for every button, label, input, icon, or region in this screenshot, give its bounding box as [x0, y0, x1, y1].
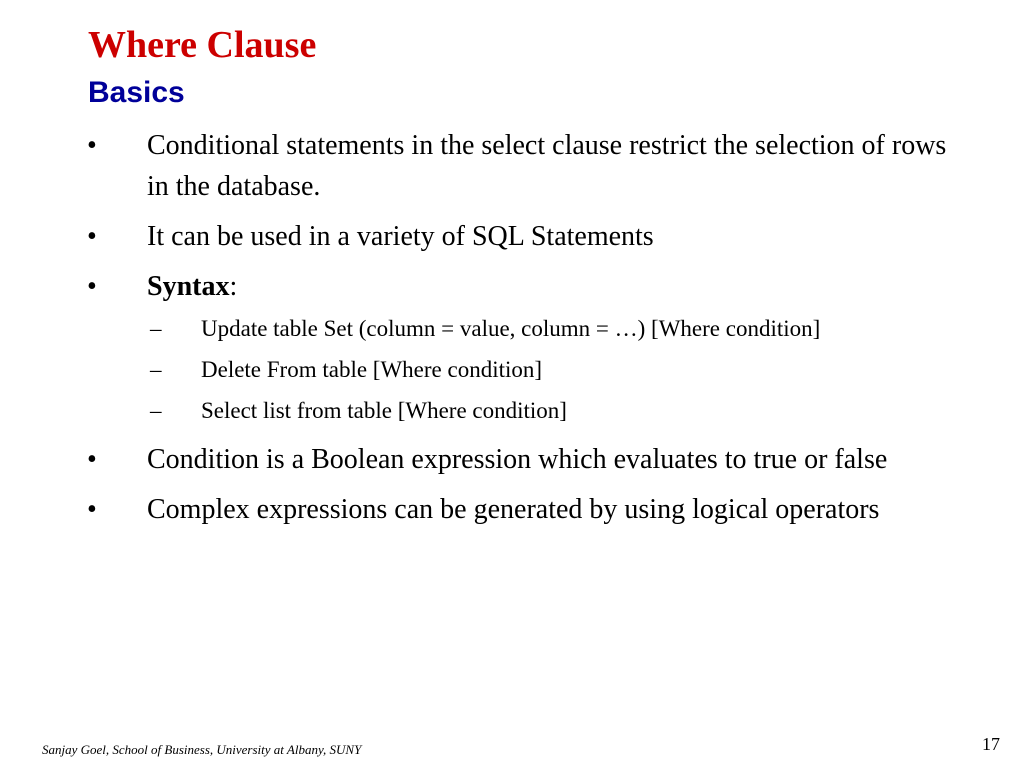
syntax-item-text: Select list from table [Where condition] [201, 398, 567, 423]
footer-credit: Sanjay Goel, School of Business, University at Albany, SUNY [42, 742, 362, 757]
bullet-text: Condition is a Boolean expression which evaluates to true or false [147, 444, 888, 475]
bullet-text: Conditional statements in the select clause restrict the selection of rows in the database. [147, 130, 947, 202]
syntax-item-text: Update table Set (column = value, column = …) [Where condition] [201, 316, 821, 341]
syntax-item [0, 312, 1024, 345]
syntax-label: Syntax [147, 271, 230, 302]
bullet-marker: • [87, 271, 97, 302]
slide-title: Where Clause [88, 24, 317, 66]
syntax-item [0, 353, 1024, 386]
bullet-item [0, 439, 1024, 480]
syntax-list [0, 312, 1024, 427]
sub-marker: – [150, 398, 162, 423]
bullet-marker: • [87, 494, 97, 525]
slide-content [0, 125, 1024, 539]
bullet-text: It can be used in a variety of SQL Statements [147, 221, 654, 252]
syntax-item [0, 394, 1024, 427]
bullet-marker: • [87, 444, 97, 475]
syntax-label-suffix: : [229, 271, 238, 302]
bullet-item [0, 125, 1024, 207]
bullet-marker: • [87, 130, 97, 161]
sub-marker: – [150, 357, 162, 382]
bullet-item-syntax [0, 266, 1024, 307]
syntax-item-text: Delete From table [Where condition] [201, 357, 543, 382]
bullet-item [0, 216, 1024, 257]
bullet-marker: • [87, 221, 97, 252]
sub-marker: – [150, 316, 162, 341]
slide-subtitle: Basics [88, 76, 185, 109]
bullet-text: Complex expressions can be generated by using logical operators [147, 494, 880, 525]
page-number: 17 [982, 734, 1000, 754]
bullet-item [0, 489, 1024, 530]
